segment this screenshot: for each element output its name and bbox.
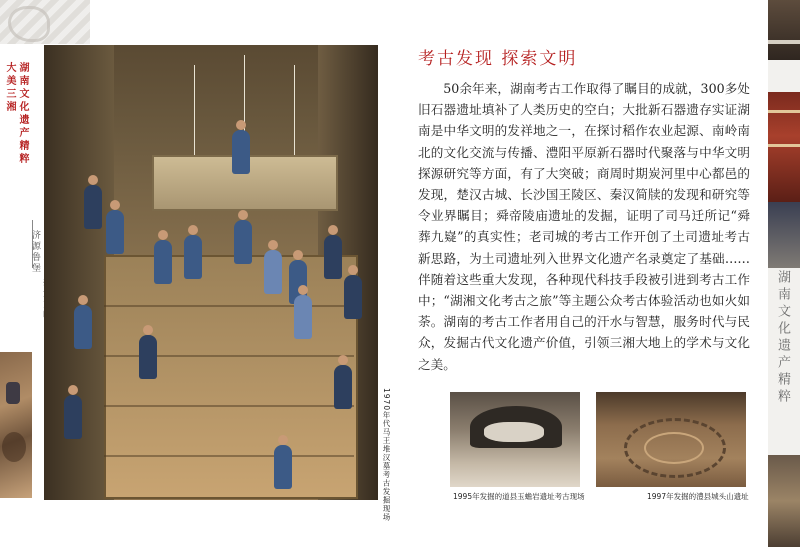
worker-figure (139, 335, 157, 379)
worker-figure (234, 220, 252, 264)
article-heading: 考古发现 探索文明 (418, 49, 578, 69)
hoist-rope (194, 65, 195, 160)
sidebar-title-line2: 湖南文化遗产精粹 (17, 62, 28, 166)
worker-figure (74, 305, 92, 349)
worker-figure (334, 365, 352, 409)
sidebar-title-line1: 大美三湘 (4, 62, 15, 114)
worker-figure (184, 235, 202, 279)
worker-figure (232, 130, 250, 174)
worker-figure (344, 275, 362, 319)
worker-figure (64, 395, 82, 439)
hoist-rope (294, 65, 295, 160)
floor-plank (104, 455, 354, 457)
right-sidebar-vertical-title: 湖南文化遗产精粹 (775, 270, 790, 406)
right-sidebar-photo-bottom (768, 455, 800, 547)
right-sidebar-temple-photo (768, 92, 800, 202)
chengtoushan-photo-caption: 1997年发掘的澧县城头山遗址 (647, 492, 749, 501)
decorative-cloud-pattern (0, 0, 90, 44)
main-photo-caption: 1970年代马王堆汉墓考古发掘现场 (382, 388, 391, 522)
worker-figure (324, 235, 342, 279)
yuchanyan-site-photo (450, 392, 580, 487)
left-thumbnail-photo (0, 352, 32, 498)
chengtoushan-site-photo (596, 392, 746, 487)
cave-light (484, 422, 544, 442)
sidebar-subtitle-line1: 济源鲁堡 (30, 230, 40, 274)
floor-plank (104, 405, 354, 407)
worker-figure (106, 210, 124, 254)
floor-plank (104, 305, 354, 307)
right-sidebar-photo-middle (768, 202, 800, 268)
right-sidebar-photo-top (768, 0, 800, 60)
worker-figure (264, 250, 282, 294)
worker-figure (84, 185, 102, 229)
worker-figure (294, 295, 312, 339)
main-excavation-photo (44, 45, 378, 500)
worker-figure (274, 445, 292, 489)
article-body: 50余年来，湖南考古工作取得了瞩目的成就，300多处旧石器遗址填补了人类历史的空白；大批新石器遗存实证湖南是中华文明的发祥地之一，在探讨稻作农业起源、南岭南北的文化交流与传播、澧阳平原新石器时代聚落与中华文明探源研究等方面，有了大突破；商周时期炭河里中心都邑的发现，楚汉古城、长沙国王陵区、秦汉简牍的发现和研究等令业界瞩目；舜帝陵庙遗址的发掘，证明了司马迁所记“舜葬九嶷”的真实性；老司城的考古工作开创了土司遗址考古新思路，为土司遗址列入世界文化遗产名录奠定了基础……伴随着这些重大发现，各种现代科技手段被引进到考古工作中；“湖湘文化考古之旅”等主题公众考古体验活动也如火如荼。湖南的考古工作者用自己的汗水与智慧，服务时代与民众，发掘古代文化遗产价值，引领三湘大地上的学术与文化之美。 (418, 81, 750, 372)
worker-figure (154, 240, 172, 284)
excavation-ring-inner (644, 432, 704, 464)
yuchanyan-photo-caption: 1995年发掘的道县玉蟾岩遗址考古现场 (453, 492, 585, 501)
